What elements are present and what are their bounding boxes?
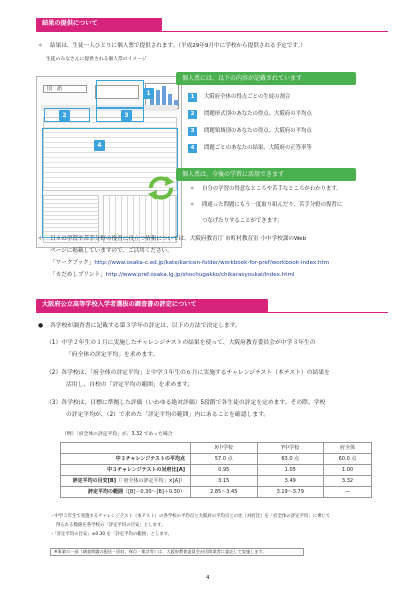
print-link[interactable]: http://www.pref.osaka.lg.jp/shochugakko/chikarasyoukai/index.html [105, 272, 295, 278]
table-cell: 2.85〜3.45 [191, 487, 258, 498]
table-cell: 3.19〜3.79 [257, 487, 324, 498]
footnote-2: ・「評定平均の目安」±0.30 を「評定平均の範囲」とします。 [50, 532, 173, 537]
table-row [61, 454, 372, 465]
marker-2: 2 [59, 110, 70, 121]
marker-4: 4 [94, 140, 105, 151]
contents-item: 問題形式別のあなたの得点、大阪府の平均点 [204, 111, 312, 117]
bullet-dot: ● [38, 323, 44, 329]
table-cell: ― [324, 487, 372, 498]
table-row [61, 465, 372, 476]
table-cell: 3.15 [191, 476, 258, 487]
table-cell: 0.95 [191, 465, 258, 476]
use-box-title: 個人票は、今後の学習に活用できます [176, 168, 356, 181]
contents-item: 大阪府全体の得点ごとの生徒の割合 [204, 94, 291, 100]
marker-1: 1 [143, 88, 154, 99]
section-divider [36, 31, 388, 32]
use-item: 自分の学習の得意なところや苦手なところがわかります。 [202, 186, 342, 192]
print-label: 「カだめしプリント」 [50, 272, 106, 278]
footnote-1: ・中学３年生で実施するチャレンジテスト（本テスト）の各学校の平均点と大阪府の平均点との比（対府比）を「府全体の評定平均」に乗じて [50, 514, 331, 519]
table-cell: 1.05 [257, 465, 324, 476]
bullet-icon: ✧ [38, 236, 43, 242]
table-row [61, 476, 372, 487]
table-cell: 3.32 [324, 476, 372, 487]
step3-line2: の評定平均が、（2）で求めた「評定平均の範囲」内にあることを確認します。 [66, 412, 270, 418]
table-header-cell: Y中学校 [257, 443, 324, 454]
resources-text-line1: 日々の学習や苦手分野の復習に役立つ情報については、大阪府教育庁 市町村教育室 小中学校課のWeb [50, 236, 307, 242]
item-number: 3 [188, 127, 197, 136]
bullet-icon: ✧ [38, 43, 43, 49]
section-title-results: 結果の提供について [36, 18, 162, 31]
example-caption: （例）「府全体の評定平均」が、3.32 であった場合 [62, 432, 173, 437]
table-header-cell [61, 443, 191, 454]
table-header-cell: X中学校 [191, 443, 258, 454]
table-header-row [61, 443, 372, 454]
marker-3: 3 [121, 110, 132, 121]
cycle-arrows-icon [146, 176, 176, 200]
image-caption: 生徒のみなさんに提供される個人票のイメージ [46, 57, 147, 62]
step2-line1: （2）各学校は、「府全体の評定平均」と中学３年生の６月に実施するチャレンジテスト（本テスト）の結果を [46, 370, 330, 376]
highlight-box-3 [96, 108, 144, 122]
resources-text-line2: ページに掲載していますので、ご活用ください。 [50, 248, 173, 254]
row-label: 評定平均の目安[B]（「府全体の評定平均」×[A]） [61, 476, 191, 487]
item-number: 2 [188, 110, 197, 119]
step1-line1: （1）中学２年生の１月に実施したチャレンジテストの結果を使って、大阪府教育委員会が中学３年生の [46, 340, 316, 346]
bullet-icon: ✧ [190, 186, 195, 192]
step2-line2: 活用し、自校の「評定平均の範囲」を求めます。 [66, 382, 194, 388]
highlight-box-1 [96, 80, 144, 108]
step3-line1: （3）各学校は、目標に準拠した評価（いわゆる絶対評価）5段階で各生徒の評定を定めます。その際、学校 [46, 400, 326, 406]
workbook-link[interactable]: http://www.osaka-c.ed.jp/kate/karicen-folder/workbook-for-pref/workbook-index.htm [94, 260, 330, 266]
contents-box-title: 個人票には、以下の内容が記載されています [176, 72, 356, 85]
use-item: つなげたりすることができます。 [202, 218, 283, 224]
evaluation-table [60, 442, 372, 498]
workbook-link-row [50, 260, 329, 268]
table-row [61, 487, 372, 498]
bullet-icon: ✧ [190, 202, 195, 208]
workbook-label: 「ワークブック」 [50, 260, 95, 266]
outsourcing-note: ※事業の一部（調査問題の配送・回収、採点・集計等）は、大阪府教育委員会が民間業者に委託して実施します。 [50, 548, 304, 556]
contents-item: 問題ごとのあなたの結果、大阪府の正答率等 [204, 145, 312, 151]
step1-line2: 「府全体の評定平均」を求めます。 [66, 352, 159, 358]
table-header-cell: 府全体 [324, 443, 372, 454]
table-cell: 3.49 [257, 476, 324, 487]
footnote-1b: 得られる数値を各学校の「評定平均の目安」とします。 [56, 523, 166, 528]
section-divider [36, 312, 388, 313]
contents-item: 問題領域別のあなたの得点、大阪府の平均点 [204, 128, 312, 134]
row-label: 中３チャレンジテストの平均点 [61, 454, 191, 465]
evaluation-intro: 各学校が調査書に記載する第３学年の評定は、以下の方法で決定します。 [50, 323, 241, 329]
section-title-evaluation: 大阪府公立高等学校入学者選抜の調査書の評定について [36, 299, 268, 312]
row-label: 評定平均の範囲（[B]－0.30〜[B]＋0.30） [61, 487, 191, 498]
sheet-subject: 国 語 [43, 85, 87, 93]
print-link-row [50, 272, 294, 280]
item-number: 1 [188, 93, 197, 102]
table-cell: 63.0 点 [257, 454, 324, 465]
table-cell: 57.0 点 [191, 454, 258, 465]
results-bullet-text: 結果は、生徒一人ひとりに個人票で提供されます。（平成29年9月中に学校から提供される予定です。） [50, 43, 306, 49]
item-number: 4 [188, 144, 197, 153]
use-item: 間違った問題にもう一度取り組んだり、苦手分野の復習に [202, 202, 343, 208]
row-label: 中３チャレンジテストの対府比[A] [61, 465, 191, 476]
page-number: 4 [206, 575, 210, 581]
table-cell: 60.0 点 [324, 454, 372, 465]
table-cell: 1.00 [324, 465, 372, 476]
